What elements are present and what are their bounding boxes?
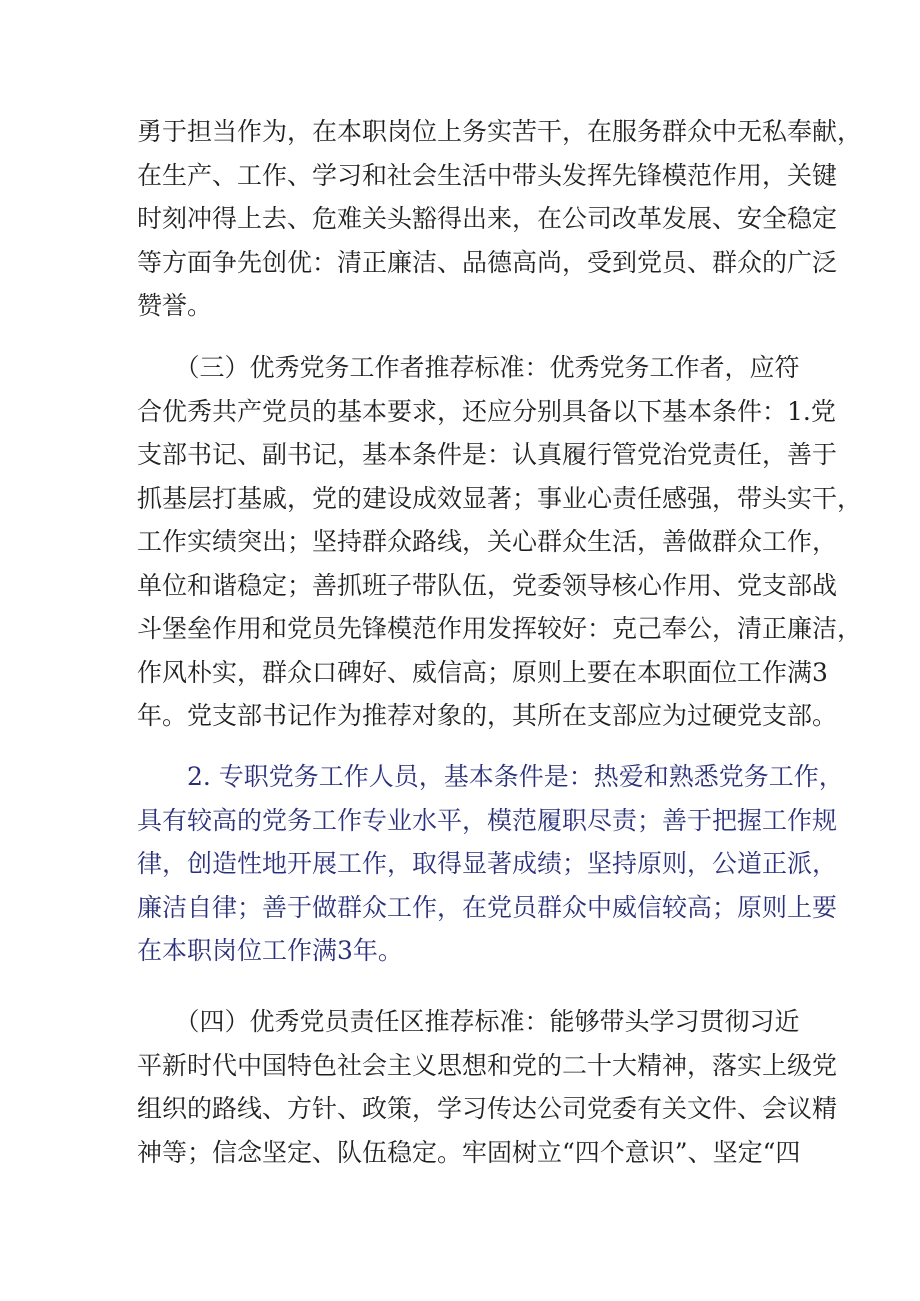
text-line: 在本职岗位工作满3年。 <box>137 936 403 965</box>
text-line: 在生产、工作、学习和社会生活中带头发挥先锋模范作用，关键 <box>137 160 838 190</box>
paragraph-party-affairs-worker-standards <box>137 346 863 738</box>
text-line: 合优秀共产党员的基本要求，还应分别具备以下基本条件：1.党 <box>137 396 836 426</box>
text-line: 组织的路线、方针、政策，学习传达公司党委有关文件、会议精 <box>137 1094 838 1123</box>
text-line: 作风朴实，群众口碑好、威信高；原则上要在本职面位工作满3 <box>137 657 828 687</box>
text-line: 具有较高的党务工作专业水平，模范履职尽责；善于把握工作规 <box>137 805 838 835</box>
paragraph-party-member-standards-continued <box>137 110 863 328</box>
text-line: 赞誉。 <box>137 291 213 320</box>
text-line: 时刻冲得上去、危难关头豁得出来，在公司改革发展、安全稳定 <box>137 204 838 233</box>
text-line: 等方面争先创优：清正廉洁、品德高尚，受到党员、群众的广泛 <box>137 247 838 277</box>
text-line: （三）优秀党务工作者推荐标准：优秀党务工作者，应符 <box>137 353 800 382</box>
text-line: （四）优秀党员责任区推荐标准：能够带头学习贯彻习近 <box>137 1007 800 1036</box>
text-line: 支部书记、副书记，基本条件是：认真履行管党治党责任，善于 <box>137 440 838 469</box>
text-line: 单位和谐稳定；善抓班子带队伍，党委领导核心作用、党支部战 <box>137 570 838 600</box>
paragraph-fulltime-party-staff-standards <box>137 755 844 973</box>
text-line: 律，创造性地开展工作，取得显著成绩；坚持原则，公道正派， <box>137 849 838 878</box>
text-line: 年。党支部书记作为推荐对象的，其所在支部应为过硬党支部。 <box>137 701 838 730</box>
text-line: 斗堡垒作用和党员先锋模范作用发挥较好：克己奉公，清正廉洁， <box>137 614 863 643</box>
text-line: 神等；信念坚定、队伍稳定。牢固树立“四个意识”、坚定“四 <box>137 1137 801 1167</box>
text-line: 平新时代中国特色社会主义思想和党的二十大精神，落实上级党 <box>137 1050 838 1080</box>
text-line: 抓基层打基戚，党的建设成效显著；事业心责任感强，带头实干， <box>137 483 863 513</box>
text-line: 2. 专职党务工作人员，基本条件是：热爱和熟悉党务工作， <box>137 762 844 791</box>
text-line: 勇于担当作为，在本职岗位上务实苦干，在服务群众中无私奉献， <box>137 117 863 146</box>
text-line: 廉洁自律；善于做群众工作，在党员群众中威信较高；原则上要 <box>137 892 838 922</box>
paragraph-party-member-responsibility-zone-standards <box>137 1000 838 1174</box>
text-line: 工作实绩突出；坚持群众路线，关心群众生活，善做群众工作， <box>137 527 838 556</box>
